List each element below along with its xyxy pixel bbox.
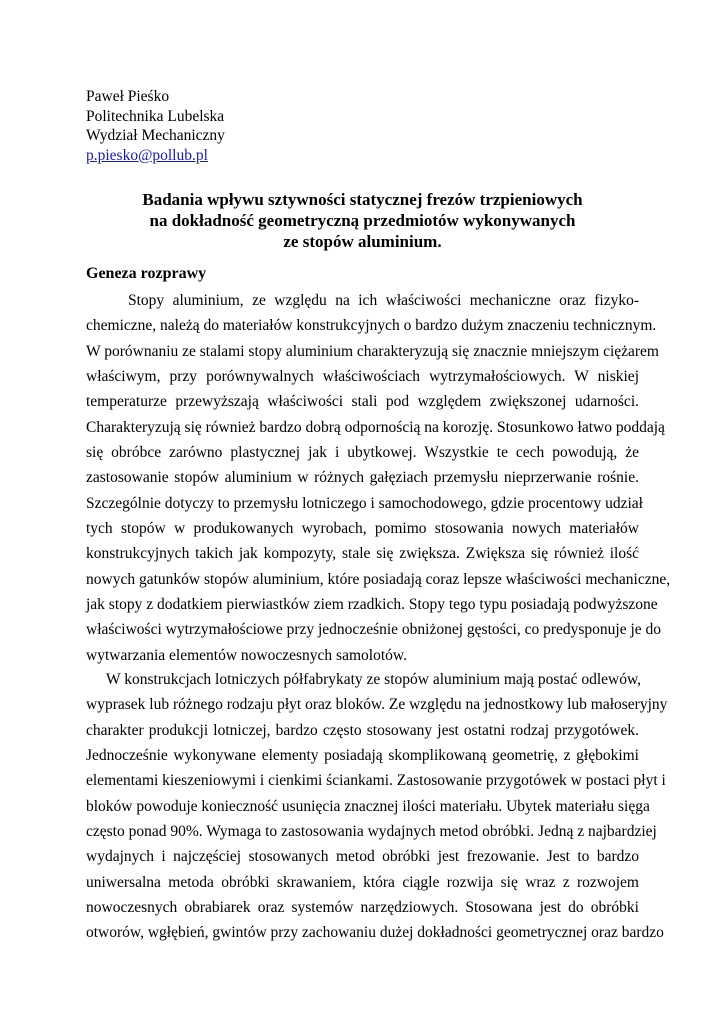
- text-line: bloków powoduje konieczność usunięcia znacznej ilości materiału. Ubytek materiału sięga: [86, 797, 650, 815]
- text-line: właściwości wytrzymałościowe przy jednocześnie obniżonej gęstości, co predysponuje je do: [86, 621, 662, 639]
- title-line: na dokładność geometryczną przedmiotów wykonywanych: [149, 211, 576, 230]
- author-block: [86, 87, 225, 165]
- text-line: wytwarzania elementów nowoczesnych samolotów.: [86, 646, 407, 664]
- title-line: ze stopów aluminium.: [283, 232, 442, 251]
- author-faculty: Wydział Mechaniczny: [86, 127, 225, 144]
- text-line: jak stopy z dodatkiem pierwiastków ziem rzadkich. Stopy tego typu posiadają podwyższone: [86, 596, 658, 614]
- author-university: Politechnika Lubelska: [86, 107, 225, 125]
- text-line: uniwersalna metoda obróbki skrawaniem, która ciągle rozwija się wraz z rozwojem: [86, 873, 639, 891]
- text-line: elementami kieszeniowymi i cienkimi ściankami. Zastosowanie przygotówek w postaci płyt i: [86, 772, 666, 790]
- text-line: charakter produkcji lotniczej, bardzo często stosowany jest ostatni rodzaj przygotówek.: [86, 721, 639, 739]
- text-line: tych stopów w produkowanych wyrobach, pomimo stosowania nowych materiałów: [86, 520, 639, 538]
- section-heading: Geneza rozprawy: [86, 265, 207, 282]
- paragraph-2: [86, 667, 668, 946]
- text-line: nowoczesnych obrabiarek oraz systemów narzędziowych. Stosowana jest do obróbki: [86, 899, 639, 917]
- text-line: właściwym, przy porównywalnych właściwościach wytrzymałościowych. W niskiej: [86, 368, 639, 386]
- text-line: konstrukcyjnych takich jak kompozyty, stale się zwiększa. Zwiększa się również ilość: [86, 545, 639, 563]
- title-line: Badania wpływu sztywności statycznej frezów trzpieniowych: [142, 190, 583, 209]
- text-line: Charakteryzują się również bardzo dobrą odpornością na korozję. Stosunkowo łatwo poddają: [86, 418, 665, 436]
- text-line: W konstrukcjach lotniczych półfabrykaty ze stopów aluminium mają postać odlewów,: [106, 671, 642, 688]
- text-line: nowych gatunków stopów aluminium, które posiadają coraz lepsze właściwości mechaniczne,: [86, 570, 671, 588]
- text-line: chemiczne, należą do materiałów konstrukcyjnych o bardzo dużym znaczeniu technicznym.: [86, 317, 657, 335]
- text-line: temperaturze przewyższają właściwości stali pod względem zwiększonej udarności.: [86, 393, 639, 411]
- text-line: się obróbce zarówno plastycznej jak i ubytkowej. Wszystkie te cech powodują, że: [86, 444, 639, 462]
- document-title: [86, 189, 639, 252]
- text-line: zastosowanie stopów aluminium w różnych gałęziach przemysłu nieprzerwanie rośnie.: [86, 469, 639, 487]
- text-line: Stopy aluminium, ze względu na ich właściwości mechaniczne oraz fizyko-: [128, 292, 639, 309]
- text-line: otworów, wgłębień, gwintów przy zachowaniu dużej dokładności geometrycznej oraz bardzo: [86, 924, 664, 942]
- text-line: wydajnych i najczęściej stosowanych metod obróbki jest frezowanie. Jest to bardzo: [86, 848, 639, 866]
- author-email-link[interactable]: p.piesko@pollub.pl: [86, 146, 208, 164]
- text-line: W porównaniu ze stalami stopy aluminium charakteryzują się znacznie mniejszym ciężarem: [86, 342, 659, 360]
- text-line: Szczególnie dotyczy to przemysłu lotniczego i samochodowego, gdzie procentowy udział: [86, 494, 643, 512]
- author-name: Paweł Pieśko: [86, 88, 170, 105]
- text-line: wyprasek lub różnego rodzaju płyt oraz bloków. Ze względu na jednostkowy lub małoseryjny: [86, 696, 668, 714]
- text-line: Jednocześnie wykonywane elementy posiadają skomplikowaną geometrię, z głębokimi: [86, 747, 639, 765]
- paragraph-1: [86, 288, 671, 668]
- text-line: często ponad 90%. Wymaga to zastosowania wydajnych metod obróbki. Jedną z najbardziej: [86, 823, 657, 841]
